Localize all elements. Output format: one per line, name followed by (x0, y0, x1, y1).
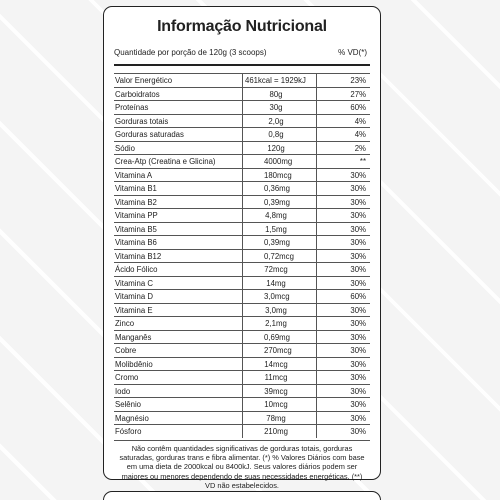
nutrient-row (114, 343, 370, 357)
nutrient-daily-value: 30% (350, 224, 366, 234)
nutrient-daily-value: 60% (350, 292, 366, 301)
nutrient-row (114, 424, 370, 438)
nutrient-daily-value: 30% (350, 346, 366, 355)
nutrient-row (114, 127, 370, 141)
nutrient-daily-value: ** (359, 157, 366, 166)
nutrient-row (114, 114, 370, 128)
nutrient-row (114, 235, 370, 249)
nutrient-name: Vitamina B6 (115, 238, 157, 247)
nutrient-quantity: 210mg (264, 427, 288, 436)
nutrient-daily-value: 30% (350, 319, 366, 328)
nutrient-row (114, 73, 370, 87)
nutrient-name: Gorduras saturadas (115, 130, 184, 139)
nutrient-row (114, 276, 370, 290)
portion-text: Quantidade por porção de 120g (3 scoops) (114, 48, 267, 57)
nutrient-name: Vitamina E (115, 305, 153, 315)
nutrient-quantity: 0,72mcg (264, 251, 294, 261)
nutrient-row (114, 330, 370, 344)
nutrient-quantity: 1,5mg (265, 224, 287, 234)
nutrient-name: Fósforo (115, 427, 142, 436)
nutrient-name: Ácido Fólico (115, 265, 158, 274)
vd-header: % VD(*) (338, 48, 367, 57)
nutrient-quantity: 0,69mg (264, 332, 291, 342)
nutrient-name: Sódio (115, 143, 135, 153)
nutrient-row (114, 208, 370, 222)
nutrient-quantity: 180mcg (264, 170, 292, 180)
nutrient-name: Iodo (115, 386, 131, 396)
nutrient-name: Vitamina C (115, 278, 153, 288)
nutrient-daily-value: 4% (354, 130, 366, 139)
nutrient-row (114, 141, 370, 155)
bottom-divider (114, 440, 370, 441)
nutrient-daily-value: 4% (354, 116, 366, 126)
nutrient-row (114, 100, 370, 114)
nutrition-label (103, 6, 381, 490)
nutrient-quantity: 14mcg (264, 359, 288, 369)
nutrient-row (114, 384, 370, 398)
nutrient-row (114, 154, 370, 168)
nutrient-quantity: 270mcg (264, 346, 292, 355)
label-title: Informação Nutricional (157, 18, 327, 35)
nutrient-quantity: 0,8g (268, 130, 284, 139)
nutrient-quantity: 2,0g (268, 116, 284, 126)
nutrient-name: Manganês (115, 332, 152, 342)
nutrient-quantity: 0,39mg (264, 238, 291, 247)
nutrient-daily-value: 30% (350, 373, 366, 382)
nutrient-daily-value: 30% (350, 265, 366, 274)
nutrient-row (114, 357, 370, 371)
nutrient-row (114, 222, 370, 236)
thick-divider (114, 64, 370, 66)
nutrient-quantity: 3,0mcg (264, 292, 290, 301)
nutrient-quantity: 2,1mg (265, 319, 287, 328)
nutrient-name: Cobre (115, 346, 137, 355)
nutrient-name: Cromo (115, 373, 139, 382)
nutrient-daily-value: 30% (350, 197, 366, 207)
nutrient-name: Vitamina B5 (115, 224, 157, 234)
nutrient-daily-value: 30% (350, 386, 366, 396)
nutrient-row (114, 195, 370, 209)
nutrient-name: Carboidratos (115, 89, 160, 99)
nutrient-daily-value: 30% (350, 251, 366, 261)
nutrient-name: Molibdênio (115, 359, 153, 369)
nutrient-name: Zinco (115, 319, 135, 328)
nutrient-quantity: 10mcg (264, 400, 288, 409)
nutrient-daily-value: 2% (354, 143, 366, 153)
nutrient-daily-value: 23% (350, 76, 366, 85)
nutrient-name: Vitamina B1 (115, 184, 157, 193)
portion-line (114, 47, 370, 59)
nutrient-row (114, 87, 370, 101)
nutrient-daily-value: 60% (350, 103, 366, 112)
nutrient-daily-value: 30% (350, 305, 366, 315)
nutrient-daily-value: 30% (350, 427, 366, 436)
nutrient-quantity: 461kcal = 1929kJ (245, 76, 306, 85)
footnote: Não contêm quantidades significativas de gorduras totais, gorduras saturadas, gorduras trans e fibra alimentar. (*) % Valores Diários com base em uma dieta de 2000kcal ou 8400kJ. Seus valores diários podem ser maiores ou menores dependendo de suas necessidades energéticas. (**) VD não estabelecidos. (119, 444, 365, 490)
nutrient-row (114, 370, 370, 384)
nutrient-name: Vitamina A (115, 170, 153, 180)
nutrient-name: Vitamina D (115, 292, 153, 301)
nutrient-row (114, 249, 370, 263)
nutrient-name: Selênio (115, 400, 142, 409)
nutrient-daily-value: 30% (350, 278, 366, 288)
next-label-panel (103, 491, 381, 500)
nutrient-name: Magnésio (115, 413, 149, 423)
nutrient-row (114, 262, 370, 276)
nutrient-quantity: 30g (269, 103, 283, 112)
nutrient-quantity: 78mg (266, 413, 286, 423)
nutrient-daily-value: 27% (350, 89, 366, 99)
nutrient-quantity: 0,39mg (264, 197, 291, 207)
nutrient-daily-value: 30% (350, 211, 366, 220)
nutrient-daily-value: 30% (350, 400, 366, 409)
nutrient-quantity: 4000mg (264, 157, 293, 166)
nutrient-name: Proteínas (115, 103, 149, 112)
nutrient-name: Vitamina B2 (115, 197, 157, 207)
nutrient-daily-value: 30% (350, 413, 366, 423)
nutrient-quantity: 120g (267, 143, 285, 153)
nutrient-row (114, 397, 370, 411)
nutrient-quantity: 11mcg (264, 373, 288, 382)
nutrient-name: Vitamina B12 (115, 251, 162, 261)
nutrient-daily-value: 30% (350, 238, 366, 247)
nutrient-quantity: 39mcg (264, 386, 288, 396)
nutrient-name: Gorduras totais (115, 116, 169, 126)
nutrient-row (114, 316, 370, 330)
nutrient-quantity: 80g (269, 89, 283, 99)
nutrient-daily-value: 30% (350, 170, 366, 180)
nutrient-name: Vitamina PP (115, 211, 158, 220)
nutrient-quantity: 72mcg (264, 265, 288, 274)
nutrient-quantity: 4,8mg (265, 211, 287, 220)
nutrient-row (114, 168, 370, 182)
nutrient-daily-value: 30% (350, 332, 366, 342)
nutrient-name: Valor Energético (115, 76, 173, 85)
nutrient-quantity: 14mg (266, 278, 286, 288)
nutrient-row (114, 181, 370, 195)
nutrient-daily-value: 30% (350, 359, 366, 369)
nutrient-quantity: 0,36mg (264, 184, 291, 193)
nutrient-row (114, 411, 370, 425)
nutrient-quantity: 3,0mg (265, 305, 287, 315)
nutrient-table (114, 73, 370, 438)
nutrient-row (114, 289, 370, 303)
nutrient-daily-value: 30% (350, 184, 366, 193)
nutrient-row (114, 303, 370, 317)
nutrient-name: Crea-Atp (Creatina e Glicina) (115, 157, 216, 166)
